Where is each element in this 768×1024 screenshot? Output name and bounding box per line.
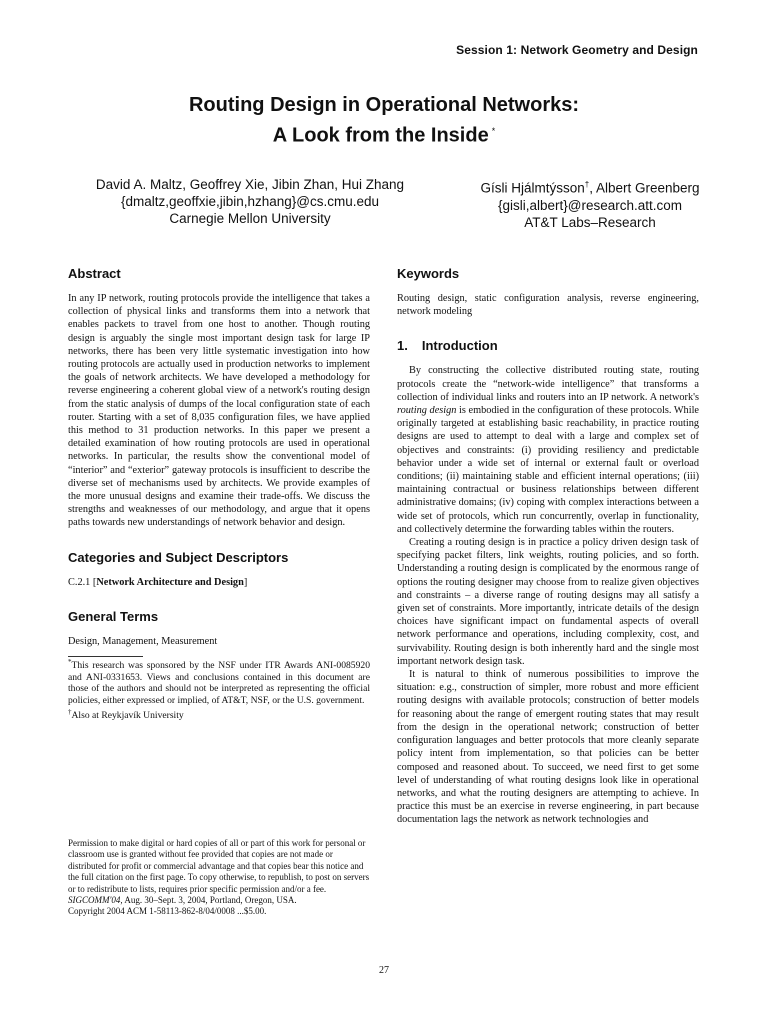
copyright-line: Copyright 2004 ACM 1-58113-862-8/04/0008 ...$5.00. — [68, 906, 267, 917]
authors-cmu — [60, 176, 440, 227]
permission-text: Permission to make digital or hard copies of all or part of this work for personal or classroom use is granted without fee provided that copies are not made or distributed for profit or commercial advantage and that copies bear this notice and the full citation on the first page. To copy otherwise, to republish, to post on servers or to redistribute to lists, requires prior specific permission and/or a fee. — [68, 838, 370, 894]
categories-text: C.2.1 [Network Architecture and Design] — [68, 576, 248, 588]
page-number: 27 — [379, 965, 389, 976]
author-footnote-mark: † — [584, 180, 590, 189]
intro-paragraph-3: It is natural to think of numerous possibilities to improve the situation: e.g., construction of simpler, more robust and more efficient routing designs with available protocols; construction of better models for reasoning about the range of emergent routing states that may result from the design in the operational network; construction of better configuration languages and better protocols that more cleanly separate policy intent from implementation, so that policies can be better composed and reasoned about. To succeed, we need first to get some level of understanding of what routing designs look like in operational networks, and what the routing designers are attempting to achieve. In practice this must be an exercise in reverse engineering, in part because documentation lags the network as network technologies and — [397, 669, 699, 826]
introduction-heading: 1. Introduction — [397, 338, 498, 354]
author-names-att: Gísli Hjálmtýsson†, Albert Greenberg — [480, 180, 700, 196]
authors-att — [440, 176, 740, 231]
author-names-cmu: David A. Maltz, Geoffrey Xie, Jibin Zhan, Hui Zhang — [95, 177, 405, 192]
paper-title — [0, 92, 768, 149]
footnote-1: *This research was sponsored by the NSF under ITR Awards ANI-0085920 and ANI-0331653. Views and conclusions contained in this document are those of the authors and should not be interpreted as representing the official policies, either expressed or implied, of AT&T, NSF, or the U.S. government. — [68, 658, 370, 707]
abstract-text: In any IP network, routing protocols provide the intelligence that takes a collection of physical links and transforms them into a network that enables packets to travel from one host to another. Though routing design is arguably the single most important design task for large IP networks, there has been very little systematic investigation into how routing protocols are actually used in production networks to implement the goals of network architects. We have developed a methodology for reverse engineering a coherent global view of a network's routing design from the static analysis of dumps of the local configuration state of each router. Starting with a set of 8,035 configuration files, we have applied this method to 31 production networks. In this paper we present a detailed examination of how routing protocols are used in operational networks. In particular, the results show the conventional model of “interior” and “exterior” gateway protocols is insufficient to describe the diverse set of mechanisms used by architects. We provide examples of the more unusual designs and examine their trade-offs. We discuss the strengths and weaknesses of our methodology, and argue that it opens paths towards new understandings of network behavior and design. — [68, 293, 370, 529]
venue-line: SIGCOMM'04, Aug. 30–Sept. 3, 2004, Portland, Oregon, USA. — [68, 895, 297, 906]
title-line-1: Routing Design in Operational Networks: — [188, 94, 580, 116]
author-email-att: {gisli,albert}@research.att.com — [497, 197, 683, 213]
permission-notice — [68, 838, 370, 918]
author-email-cmu: {dmaltz,geoffxie,jibin,hzhang}@cs.cmu.edu — [120, 194, 380, 209]
general-terms-heading: General Terms — [68, 608, 159, 624]
keywords-heading: Keywords — [397, 266, 460, 281]
title-line-2: A Look from the Inside * — [272, 124, 496, 147]
abstract-heading: Abstract — [68, 266, 121, 281]
categories-heading: Categories and Subject Descriptors — [68, 549, 289, 565]
session-header: Session 1: Network Geometry and Design — [456, 43, 698, 57]
general-terms-text: Design, Management, Measurement — [68, 635, 218, 647]
title-footnote-mark: * — [491, 126, 496, 136]
author-affiliation-att: AT&T Labs–Research — [524, 214, 656, 230]
intro-paragraph-1: By constructing the collective distributed routing state, routing protocols create the “network-wide intelligence” that transforms a collection of individual links and routers into an IP network. A network's routing design is embodied in the configuration of these protocols. While originally targeted at establishing basic reachability, in practice routing designs are used to attempt to deal with a large and complex set of objectives and constraints: (i) providing resiliency and predictable behavior under a wide set of internal or external fault or overload conditions; (ii) maintaining stable and efficient internal operations; (iii) maintaining contractual or business relationships between different administrative domains; (iv) coping with complex interactions between a wide set of protocols, which run concurrently, overlap in functionality, and collectively determine the forwarding tables within the routers. — [397, 365, 699, 535]
keywords-text: Routing design, static configuration analysis, reverse engineering, network modeling — [397, 293, 699, 318]
right-column — [397, 266, 699, 827]
author-affiliation-cmu: Carnegie Mellon University — [169, 211, 331, 226]
intro-paragraph-2: Creating a routing design is in practice a policy driven design task of specifying packet filters, link weights, routing policies, and so forth. Understanding a routing design is complicated by the enormous range of options the routing designer may choose from to realize given objectives and constraints – a diverse range of routing designs may all satisfy a given set of constraints. More importantly, intricate details of the design choices have significant impact on fundamental aspects of overall network performance and operations, including complexity, cost, and survivability. Routing design is both inherently hard and the single most important network design task. — [397, 537, 699, 667]
footnote-2: †Also at Reykjavík University — [68, 707, 184, 721]
left-column — [68, 266, 370, 721]
